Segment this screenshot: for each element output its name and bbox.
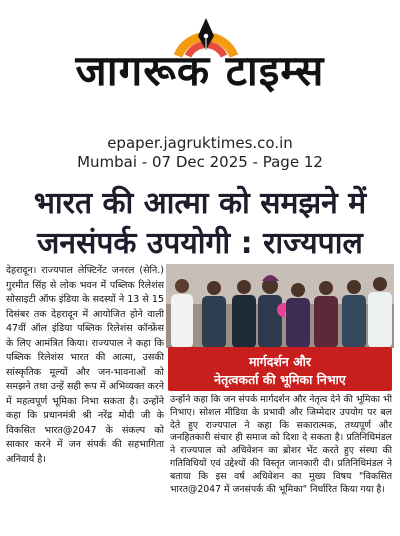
dateline: Mumbai - 07 Dec 2025 - Page 12 [77,153,323,171]
headline-line-2: जनसंपर्क उपयोगी : राज्यपाल [37,226,363,261]
subheading-line-2: नेतृत्वकर्ता की भूमिका निभाए [214,372,346,387]
group-photo-icon [166,264,394,348]
subheading-line-1: मार्गदर्शन और [248,354,312,369]
headline-line-1: भारत की आत्मा को समझने में [33,186,367,221]
article-right-column: उन्होंने कहा कि जन संपर्क मार्गदर्शन और नेतृत्व देने की भूमिका भी निभाए। सोशल मीडिया के प्रभावी और जिम्मेदार उपयोग पर बल देते हुए राज्यपाल ने कहा कि सकारात्मक, तथ्यपूर्ण और जनहितकारी संचार ही समाज को दिशा दे सकता है। प्रतिनिधिमंडल ने राज्यपाल को अधिवेशन का ब्रोशर भेंट करते हुए संस्था की गतिविधियों एवं उद्देश्यों की विस्तृत जानकारी दी। प्रतिनिधिमंडल ने बताया कि इस वर्ष अधिवेशन का मुख्य विषय "विकसित भारत@2047 में जनसंपर्क की भूमिका" निर्धारित किया गया है। [170,394,392,495]
epaper-url[interactable]: epaper.jagruktimes.co.in [107,134,293,152]
brand-name: जागरूक टाइम्स [75,46,325,95]
masthead [0,0,400,171]
article-left-column: देहरादून। राज्यपाल लेफ्टिनेंट जनरल (सेनि.) गुरमीत सिंह से लोक भवन में पब्लिक रिलेशंस सोसाइटी ऑफ इंडिया के सदस्यों ने 13 से 15 दिसंबर तक देहरादून में आयोजित होने वाली 47वीं ऑल इंडिया पब्लिक रिलेशंस कॉन्फ्रेंस के लिए आमंत्रित किया। राज्यपाल ने कहा कि पब्लिक रिलेशंस भारत की आत्मा, उसकी सांस्कृतिक मूल्यों और जन-भावनाओं को समझने तथा उन्हें सही रूप में अभिव्यक्त करने में महत्वपूर्ण भूमिका निभा सकता है। उन्होंने कहा कि प्रधानमंत्री श्री नरेंद्र मोदी जी के विकसित भारत@2047 के संकल्प को साकार करने में जन संपर्क की सहभागिता अनिवार्य है। [6,265,164,465]
logo [0,0,400,110]
subheading-box [168,347,392,391]
news-photo [166,264,394,348]
